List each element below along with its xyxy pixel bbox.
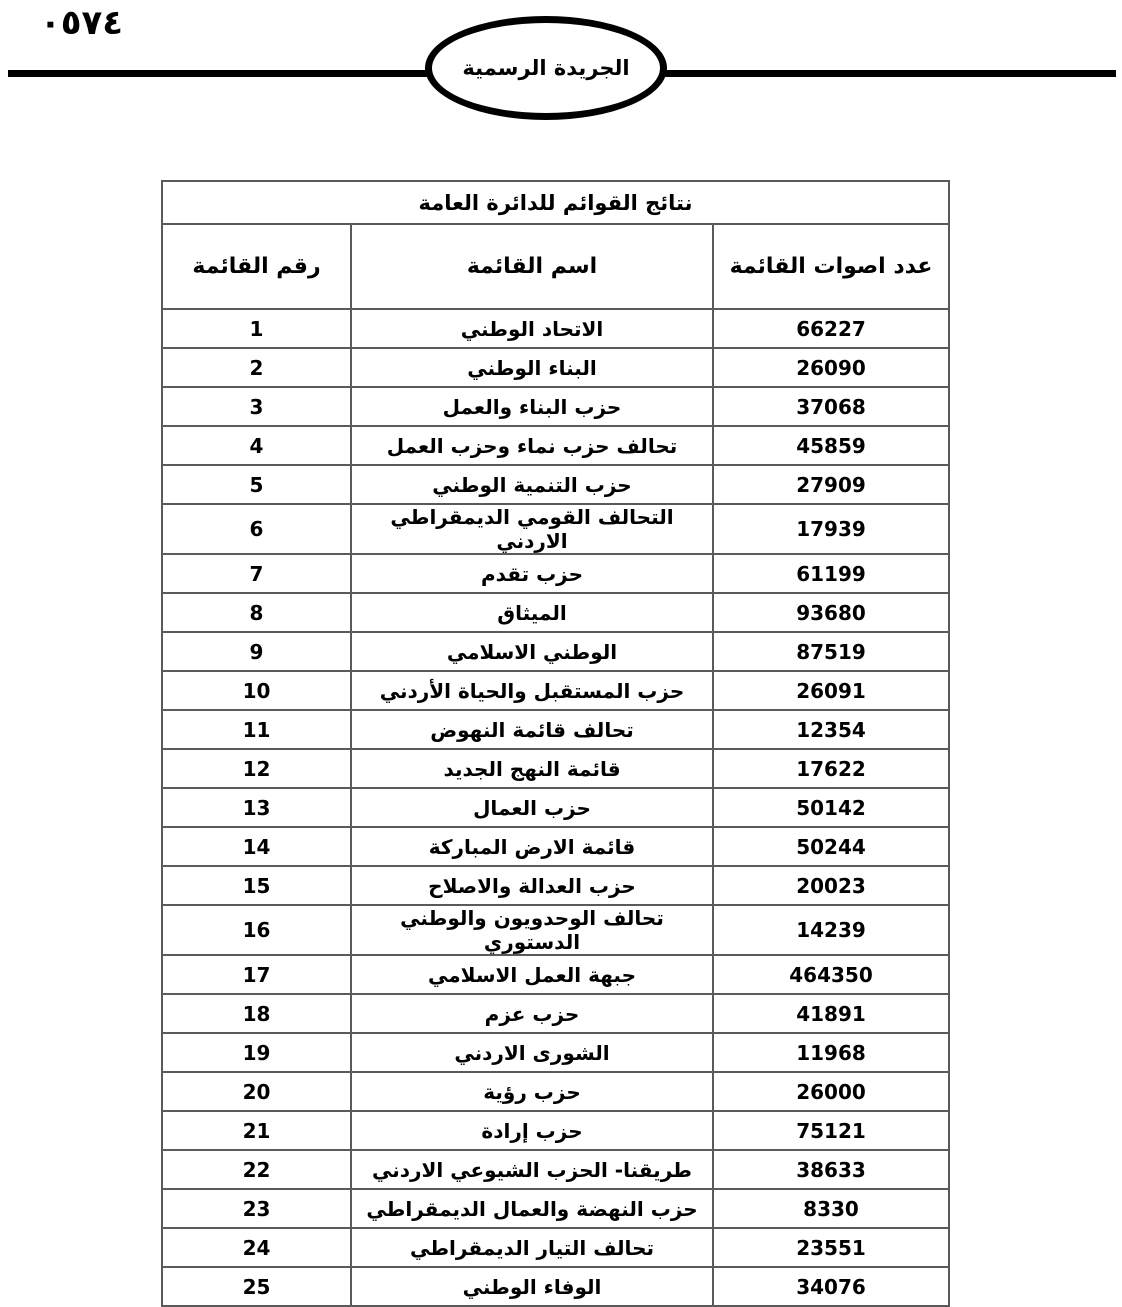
cell-list-name: حزب العدالة والاصلاح — [351, 866, 713, 905]
cell-list-votes: 66227 — [713, 309, 949, 348]
cell-list-name: الوطني الاسلامي — [351, 632, 713, 671]
table-row — [162, 1228, 949, 1267]
cell-list-number: 1 — [162, 309, 351, 348]
cell-list-votes: 87519 — [713, 632, 949, 671]
cell-list-number: 14 — [162, 827, 351, 866]
gazette-seal — [425, 16, 667, 120]
cell-list-number: 21 — [162, 1111, 351, 1150]
cell-list-number: 12 — [162, 749, 351, 788]
cell-list-name: قائمة الارض المباركة — [351, 827, 713, 866]
table-row — [162, 1111, 949, 1150]
cell-list-votes: 26000 — [713, 1072, 949, 1111]
table-row — [162, 1189, 949, 1228]
cell-list-votes: 23551 — [713, 1228, 949, 1267]
table-row — [162, 671, 949, 710]
cell-list-votes: 26091 — [713, 671, 949, 710]
cell-list-name: الميثاق — [351, 593, 713, 632]
cell-list-number: 15 — [162, 866, 351, 905]
cell-list-number: 16 — [162, 905, 351, 955]
cell-list-number: 4 — [162, 426, 351, 465]
column-header-list-votes: عدد اصوات القائمة — [713, 224, 949, 309]
cell-list-votes: 50142 — [713, 788, 949, 827]
table-column-header-row — [162, 224, 949, 309]
cell-list-votes: 93680 — [713, 593, 949, 632]
cell-list-votes: 464350 — [713, 955, 949, 994]
cell-list-votes: 12354 — [713, 710, 949, 749]
cell-list-number: 9 — [162, 632, 351, 671]
table-title: نتائج القوائم للدائرة العامة — [162, 181, 949, 224]
cell-list-name: البناء الوطني — [351, 348, 713, 387]
cell-list-name: الاتحاد الوطني — [351, 309, 713, 348]
cell-list-name: حزب تقدم — [351, 554, 713, 593]
table-body — [162, 309, 949, 1306]
cell-list-number: 2 — [162, 348, 351, 387]
cell-list-number: 25 — [162, 1267, 351, 1306]
cell-list-name: تحالف التيار الديمقراطي — [351, 1228, 713, 1267]
table-row — [162, 994, 949, 1033]
cell-list-number: 3 — [162, 387, 351, 426]
cell-list-number: 22 — [162, 1150, 351, 1189]
cell-list-number: 13 — [162, 788, 351, 827]
table-row — [162, 1150, 949, 1189]
cell-list-name: حزب المستقبل والحياة الأردني — [351, 671, 713, 710]
cell-list-votes: 37068 — [713, 387, 949, 426]
cell-list-number: 7 — [162, 554, 351, 593]
cell-list-name: التحالف القومي الديمقراطي الاردني — [351, 504, 713, 554]
cell-list-votes: 45859 — [713, 426, 949, 465]
cell-list-name: حزب إرادة — [351, 1111, 713, 1150]
results-table-container — [163, 180, 950, 1307]
cell-list-number: 20 — [162, 1072, 351, 1111]
table-row — [162, 593, 949, 632]
table-row — [162, 348, 949, 387]
cell-list-votes: 26090 — [713, 348, 949, 387]
table-row — [162, 554, 949, 593]
cell-list-votes: 17939 — [713, 504, 949, 554]
table-title-row — [162, 181, 949, 224]
cell-list-name: تحالف الوحدويون والوطني الدستوري — [351, 905, 713, 955]
table-row — [162, 1033, 949, 1072]
cell-list-votes: 61199 — [713, 554, 949, 593]
cell-list-votes: 20023 — [713, 866, 949, 905]
cell-list-name: حزب البناء والعمل — [351, 387, 713, 426]
cell-list-name: حزب النهضة والعمال الديمقراطي — [351, 1189, 713, 1228]
page-number: ٤٧٥٠ — [40, 3, 124, 43]
table-row — [162, 866, 949, 905]
table-row — [162, 1267, 949, 1306]
cell-list-number: 23 — [162, 1189, 351, 1228]
cell-list-votes: 17622 — [713, 749, 949, 788]
table-row — [162, 426, 949, 465]
cell-list-number: 8 — [162, 593, 351, 632]
cell-list-votes: 41891 — [713, 994, 949, 1033]
cell-list-name: تحالف حزب نماء وحزب العمل — [351, 426, 713, 465]
table-row — [162, 827, 949, 866]
table-row — [162, 955, 949, 994]
cell-list-votes: 11968 — [713, 1033, 949, 1072]
table-row — [162, 387, 949, 426]
table-row — [162, 788, 949, 827]
table-head — [162, 181, 949, 309]
table-row — [162, 465, 949, 504]
table-row — [162, 905, 949, 955]
gazette-seal-label: الجريدة الرسمية — [462, 55, 630, 80]
cell-list-number: 18 — [162, 994, 351, 1033]
cell-list-votes: 75121 — [713, 1111, 949, 1150]
cell-list-name: طريقنا- الحزب الشيوعي الاردني — [351, 1150, 713, 1189]
cell-list-votes: 34076 — [713, 1267, 949, 1306]
cell-list-name: حزب التنمية الوطني — [351, 465, 713, 504]
cell-list-name: حزب عزم — [351, 994, 713, 1033]
table-row — [162, 309, 949, 348]
page-masthead — [0, 0, 1122, 140]
cell-list-name: جبهة العمل الاسلامي — [351, 955, 713, 994]
cell-list-name: قائمة النهج الجديد — [351, 749, 713, 788]
cell-list-number: 6 — [162, 504, 351, 554]
table-row — [162, 710, 949, 749]
cell-list-name: حزب رؤية — [351, 1072, 713, 1111]
cell-list-number: 11 — [162, 710, 351, 749]
cell-list-number: 19 — [162, 1033, 351, 1072]
cell-list-number: 24 — [162, 1228, 351, 1267]
cell-list-name: تحالف قائمة النهوض — [351, 710, 713, 749]
cell-list-votes: 27909 — [713, 465, 949, 504]
cell-list-number: 17 — [162, 955, 351, 994]
column-header-list-name: اسم القائمة — [351, 224, 713, 309]
table-row — [162, 504, 949, 554]
cell-list-votes: 38633 — [713, 1150, 949, 1189]
column-header-list-number: رقم القائمة — [162, 224, 351, 309]
cell-list-number: 10 — [162, 671, 351, 710]
cell-list-name: الشورى الاردني — [351, 1033, 713, 1072]
cell-list-name: الوفاء الوطني — [351, 1267, 713, 1306]
table-row — [162, 632, 949, 671]
table-row — [162, 1072, 949, 1111]
cell-list-votes: 8330 — [713, 1189, 949, 1228]
list-results-table — [161, 180, 950, 1307]
cell-list-votes: 50244 — [713, 827, 949, 866]
cell-list-number: 5 — [162, 465, 351, 504]
cell-list-name: حزب العمال — [351, 788, 713, 827]
table-row — [162, 749, 949, 788]
cell-list-votes: 14239 — [713, 905, 949, 955]
